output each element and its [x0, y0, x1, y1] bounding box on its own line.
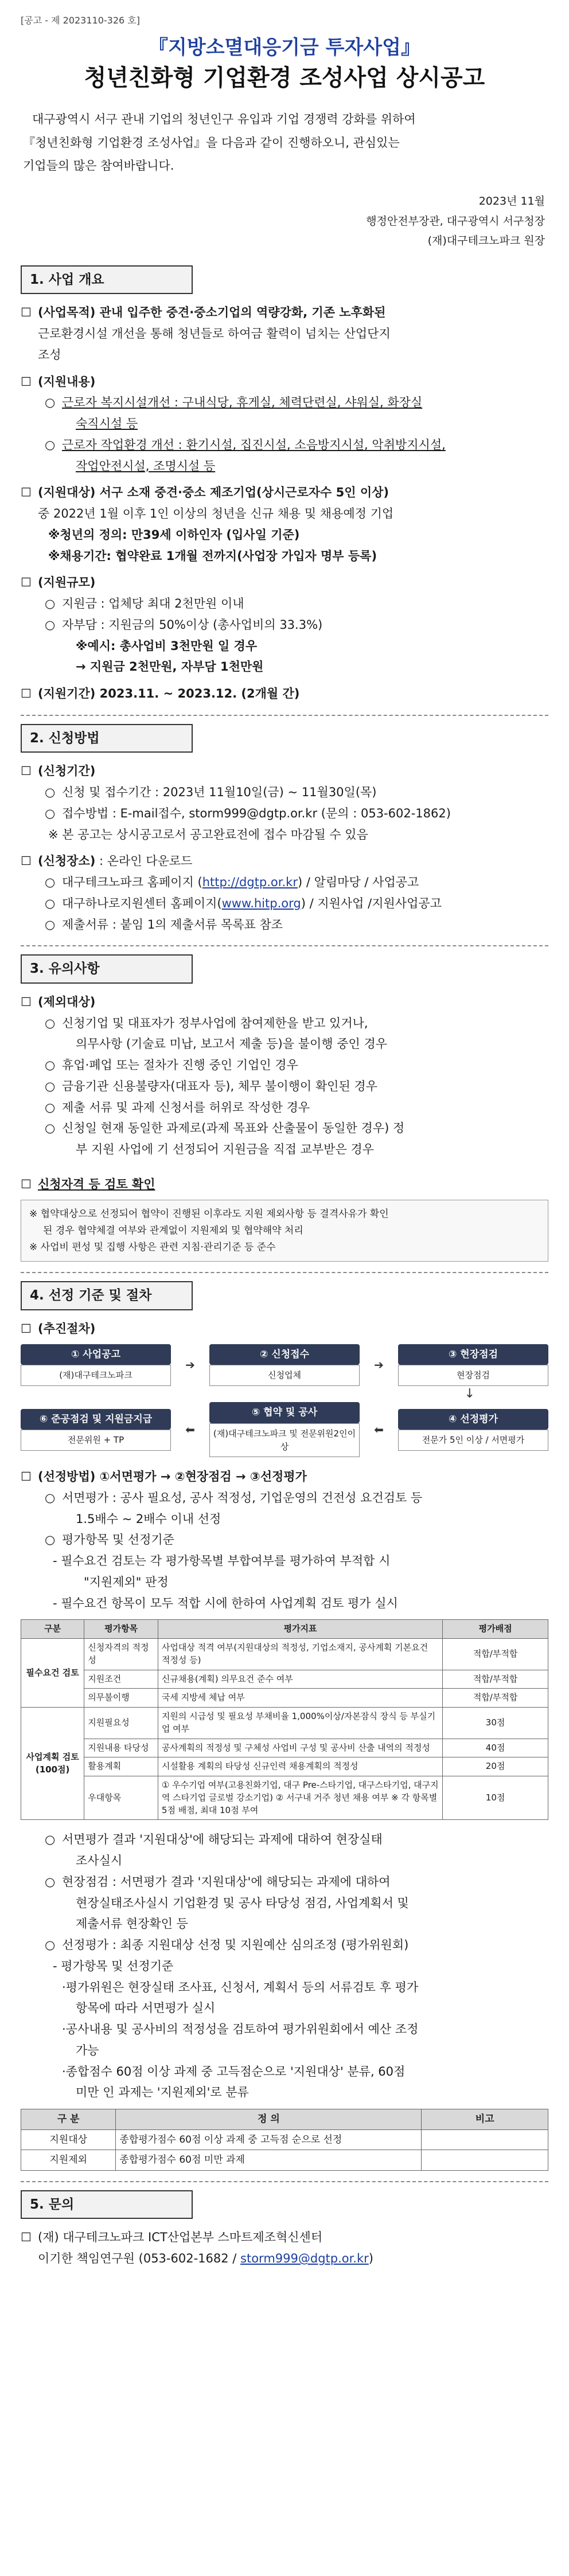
work-line: 작업안전시설, 조명시설 등	[76, 459, 216, 473]
table-row	[21, 1776, 548, 1820]
table-cell: 의무불이행	[84, 1689, 158, 1708]
circle-bullet-icon: ○	[45, 1874, 56, 1889]
table-cell: 지원조건	[84, 1670, 158, 1689]
scale-line: 자부담 : 지원금의 50%이상 (총사업비의 33.3%)	[62, 617, 323, 632]
scale-example: → 지원금 2천만원, 자부담 1천만원	[76, 660, 264, 674]
title-subtitle: 『지방소멸대응기금 투자사업』	[149, 36, 420, 59]
notice-date: 2023년 11월	[478, 195, 545, 208]
notice-number: [공고 - 제 2023110-326 호]	[21, 15, 140, 26]
circle-bullet-icon: ○	[45, 617, 56, 632]
flow-step-body: 신청업체	[209, 1365, 360, 1386]
table-row	[21, 1757, 548, 1776]
arrow-left-icon: ⬅	[185, 1422, 195, 1436]
hitp-homepage-link[interactable]: www.hitp.org	[221, 896, 301, 910]
email-link[interactable]: storm999@dgtp.or.kr	[189, 806, 318, 820]
final-classification-table-wrap	[21, 2109, 548, 2171]
flow-step-body: 전문가 5인 이상 / 서면평가	[398, 1430, 548, 1451]
exclusion-line: 부 지원 사업에 기 선정되어 지원금을 직접 교부받은 경우	[76, 1142, 374, 1157]
evaluation-followup	[21, 1829, 548, 2103]
flow-step	[209, 1402, 360, 1457]
table-cell: 지원의 시급성 및 필요성 부채비율 1,000%이상/자본잠식 장식 등 부실기업 여부	[158, 1708, 442, 1739]
table-cell	[422, 2129, 548, 2150]
flow-row	[21, 1344, 548, 1386]
table-header: 구분	[21, 1620, 84, 1639]
table-row	[21, 2150, 548, 2171]
scale-example: ※예시: 총사업비 3천만원 일 경우	[76, 639, 258, 653]
table-cell: 국세 지방세 체납 여부	[158, 1689, 442, 1708]
application-place: ☐ (신청장소) : 온라인 다운로드 ○ 대구테크노파크 홈페이지 (http://dgtp.or.kr) / 알림마당 / 사업공고 ○ 대구하나로지원센터 홈페이지(www.hitp.org) / 지원사업 /지원사업공고 ○ 제출서류 : 붙임 1의 제출서류 목록표 참조	[21, 851, 548, 935]
purpose-line: 조성	[38, 347, 61, 362]
process-flowchart	[21, 1344, 548, 1457]
table-header: 구 분	[21, 2109, 116, 2130]
table-cell	[422, 2150, 548, 2171]
eligibility-note-box	[21, 1200, 548, 1262]
section-divider	[21, 2181, 548, 2182]
followup-line: 미만 인 과제는 '지원제외'로 분류	[76, 2085, 249, 2100]
checkbox-icon: ☐	[21, 374, 32, 389]
table-row	[21, 1689, 548, 1708]
flow-step-title: ② 신청접수	[209, 1344, 360, 1365]
issuer-block	[21, 191, 548, 250]
followup-line: 가능	[76, 2043, 99, 2057]
checkbox-icon: ☐	[21, 1470, 32, 1484]
eligibility-review	[21, 1174, 548, 1262]
followup-line: 현장실태조사실시 기업환경 및 공사 타당성 점검, 사업계획서 및	[76, 1896, 409, 1910]
followup-line: ·공사내용 및 공사비의 적정성을 검토하여 평가위원회에서 예산 조정	[62, 2022, 419, 2037]
table-cell: 활용계획	[84, 1757, 158, 1776]
selection-line: 서면평가 : 공사 필요성, 공사 적정성, 기업운영의 건전성 요건검토 등	[62, 1490, 423, 1505]
checkbox-icon: ☐	[21, 576, 32, 590]
followup-line: 제출서류 현장확인 등	[76, 1917, 188, 1931]
section-heading-contact: 5. 문의	[21, 2190, 193, 2219]
exclusion-line: 신청기업 및 대표자가 정부사업에 참여제한을 받고 있거나,	[62, 1016, 368, 1030]
flow-step-title: ④ 선정평가	[398, 1409, 548, 1430]
period-line: (지원기간) 2023.11. ~ 2023.12. (2개월 간)	[38, 687, 300, 701]
evaluation-table-wrap	[21, 1619, 548, 1820]
table-cell: 사업대상 적격 여부(지원대상의 적정성, 기업소재지, 공사계획 기본요건 적정성 등)	[158, 1639, 442, 1670]
place-label: (신청장소)	[38, 854, 96, 868]
table-cell: 20점	[443, 1757, 548, 1776]
section-heading-application: 2. 신청방법	[21, 724, 193, 753]
intro-paragraph	[23, 108, 546, 178]
table-cell: ① 우수기업 여부(고용친화기업, 대구 Pre-스타기업, 대구스타기업, 대구지역 스타기업 글로벌 강소기업) ② 서구내 거주 청년 채용 여부 ※ 각 항목별 5점 배점, 최대 10점 부여	[158, 1776, 442, 1820]
table-cell: 공사계획의 적정성 및 구체성 사업비 구성 및 공사비 산출 내역의 적정성	[158, 1739, 442, 1757]
table-header: 정 의	[116, 2109, 422, 2130]
period-label: (신청기간)	[38, 764, 96, 778]
arrow-left-icon: ⬅	[374, 1422, 384, 1436]
table-row	[21, 2129, 548, 2150]
followup-line: 항목에 따라 서면평가 실시	[76, 2001, 216, 2015]
checkbox-icon: ☐	[21, 854, 32, 868]
application-period: ☐ (신청기간) ○ 신청 및 접수기간 : 2023년 11월10일(금) ~ 11월30일(목) ○ 접수방법 : E-mail접수, storm999@dgtp.or.kr (문의 : 053-602-1862) ※ 본 공고는 상시공고로서 공고완료전에 접수 마감될 수 있음	[21, 761, 548, 845]
flow-step	[21, 1344, 171, 1386]
section-heading-selection: 4. 선정 기준 및 절차	[21, 1281, 193, 1310]
process-block	[21, 1318, 548, 1457]
table-header: 평가지표	[158, 1620, 442, 1639]
scale-label: (지원규모)	[38, 576, 96, 590]
selection-method	[21, 1466, 548, 1614]
flow-step-title: ⑤ 협약 및 공사	[209, 1402, 360, 1423]
table-cell: 종합평가점수 60점 미만 과제	[116, 2150, 422, 2171]
process-label: (추진절차)	[38, 1321, 96, 1336]
evaluation-table	[21, 1619, 548, 1820]
circle-bullet-icon: ○	[45, 597, 56, 611]
table-row	[21, 1708, 548, 1739]
scale-line: 지원금 : 업체당 최대 2천만원 이내	[62, 597, 244, 611]
target-note: ※청년의 정의: 만39세 이하인자 (입사일 기준)	[48, 527, 300, 542]
selection-line: 1.5배수 ~ 2배수 이내 선정	[76, 1512, 221, 1526]
selection-line: - 필수요건 검토는 각 평가항목별 부합여부를 평가하여 부적합 시	[53, 1554, 391, 1568]
contact-line: (재) 대구테크노파크 ICT산업본부 스마트제조혁신센터	[38, 2230, 323, 2245]
table-cell: 우대항목	[84, 1776, 158, 1820]
selection-line: - 필수요건 항목이 모두 적합 시에 한하여 사업계획 검토 평가 실시	[53, 1596, 398, 1610]
target-line: (지원대상) 서구 소재 중견·중소 제조기업(상시근로자수 5인 이상)	[38, 486, 389, 500]
flow-step-body: (재)대구테크노파크 및 전문위원2인이상	[209, 1423, 360, 1457]
section-heading-overview: 1. 사업 개요	[21, 265, 193, 295]
overview-scale	[21, 572, 548, 678]
exclusion-line: 금융기관 신용불량자(대표자 등), 체무 불이행이 확인된 경우	[62, 1079, 377, 1093]
table-header: 평가배점	[443, 1620, 548, 1639]
circle-bullet-icon: ○	[45, 1100, 56, 1114]
contact-email-link[interactable]: storm999@dgtp.or.kr	[240, 2252, 369, 2266]
checkbox-icon: ☐	[21, 687, 32, 701]
exclusion-list	[21, 992, 548, 1160]
table-row	[21, 1670, 548, 1689]
checkbox-icon: ☐	[21, 764, 32, 778]
flow-step-title: ③ 현장점검	[398, 1344, 548, 1365]
circle-bullet-icon: ○	[45, 1016, 56, 1030]
flow-step-title: ⑥ 준공점검 및 지원금지급	[21, 1409, 171, 1430]
checkbox-icon: ☐	[21, 2230, 32, 2245]
period-note: ※ 본 공고는 상시공고로서 공고완료전에 접수 마감될 수 있음	[48, 827, 368, 841]
circle-bullet-icon: ○	[45, 917, 56, 931]
table-cell: 30점	[443, 1708, 548, 1739]
table-row	[21, 1639, 548, 1670]
circle-bullet-icon: ○	[45, 1079, 56, 1093]
selection-line: 평가항목 및 선정기준	[62, 1533, 174, 1547]
arrow-down-icon: ↓	[464, 1386, 475, 1401]
content-label: (지원내용)	[38, 374, 96, 389]
checkbox-icon: ☐	[21, 995, 32, 1009]
flow-row	[21, 1402, 548, 1457]
intro-line: 『청년친화형 기업환경 조성사업』을 다음과 같이 진행하오니, 관심있는	[23, 135, 400, 150]
flow-step	[398, 1344, 548, 1386]
section-divider	[21, 945, 548, 946]
section-heading-cautions: 3. 유의사항	[21, 954, 193, 984]
circle-bullet-icon: ○	[45, 896, 56, 910]
overview-content	[21, 371, 548, 477]
table-header: 비고	[422, 2109, 548, 2130]
table-cell: 지원대상	[21, 2129, 116, 2150]
followup-line: 선정평가 : 최종 지원대상 선정 및 지원예산 심의조정 (평가위원회)	[62, 1938, 409, 1952]
purpose-line: (사업목적) 관내 입주한 중견·중소기업의 역량강화, 기존 노후화된	[38, 306, 386, 320]
table-cell: 지원제외	[21, 2150, 116, 2171]
welfare-line: 근로자 복지시설개선 : 구내식당, 휴게실, 체력단련실, 샤워실, 화장실	[62, 396, 423, 410]
table-cell: 10점	[443, 1776, 548, 1820]
flow-step	[398, 1409, 548, 1451]
exclusion-line: 의무사항 (기술료 미납, 보고서 제출 등)을 불이행 중인 경우	[76, 1037, 388, 1051]
table-cell: 적합/부적합	[443, 1689, 548, 1708]
table-cell: 지원내용 타당성	[84, 1739, 158, 1757]
table-cell: 적합/부적합	[443, 1670, 548, 1689]
checkbox-icon: ☐	[21, 1321, 32, 1336]
table-row	[21, 1739, 548, 1757]
overview-period	[21, 683, 548, 704]
table-group-cell: 사업계획 검토 (100점)	[21, 1708, 84, 1820]
circle-bullet-icon: ○	[45, 875, 56, 890]
target-line: 중 2022년 1월 이후 1인 이상의 청년을 신규 채용 및 채용예정 기업	[38, 507, 394, 521]
table-group-cell: 필수요건 검토	[21, 1639, 84, 1708]
period-line: 신청 및 접수기간 : 2023년 11월10일(금) ~ 11월30일(목)	[62, 785, 377, 800]
circle-bullet-icon: ○	[45, 1058, 56, 1072]
circle-bullet-icon: ○	[45, 396, 56, 410]
arrow-right-icon: ➔	[374, 1357, 384, 1372]
circle-bullet-icon: ○	[45, 1533, 56, 1547]
circle-bullet-icon: ○	[45, 1938, 56, 1952]
circle-bullet-icon: ○	[45, 1490, 56, 1505]
table-cell: 40점	[443, 1739, 548, 1757]
selection-line: (선정방법) ①서면평가 → ②현장점검 → ③선정평가	[38, 1470, 307, 1484]
work-line: 근로자 작업환경 개선 : 환기시설, 집진시설, 소음방지시설, 악취방지시설,	[62, 437, 446, 452]
flow-step	[21, 1409, 171, 1451]
intro-line: 대구광역시 서구 관내 기업의 청년인구 유입과 기업 경쟁력 강화를 위하여	[32, 112, 416, 126]
welfare-line: 숙직시설 등	[76, 417, 138, 431]
table-cell: 신청자격의 적정성	[84, 1639, 158, 1670]
exclusion-line: 제출 서류 및 과제 신청서를 허위로 작성한 경우	[62, 1100, 310, 1114]
note-line: 된 경우 협약체결 여부와 관계없이 지원제외 및 협약해약 처리	[43, 1224, 303, 1236]
followup-line: ·종합점수 60점 이상 과제 중 고득점순으로 '지원대상' 분류, 60점	[62, 2064, 406, 2078]
circle-bullet-icon: ○	[45, 1121, 56, 1136]
checkbox-icon: ☐	[21, 306, 32, 320]
issuer-line: (재)대구테크노파크 원장	[427, 234, 545, 247]
table-cell: 종합평가점수 60점 이상 과제 중 고득점 순으로 선정	[116, 2129, 422, 2150]
note-line: ※ 협약대상으로 선정되어 협약이 진행된 이후라도 지원 제외사항 등 결격사유가 확인	[29, 1208, 389, 1220]
table-cell: 적합/부적합	[443, 1639, 548, 1670]
followup-line: 서면평가 결과 '지원대상'에 해당되는 과제에 대하여 현장실태	[62, 1833, 383, 1847]
circle-bullet-icon: ○	[45, 437, 56, 452]
contact-block: ☐ (재) 대구테크노파크 ICT산업본부 스마트제조혁신센터 이기한 책임연구원 (053-602-1682 / storm999@dgtp.or.kr)	[21, 2227, 548, 2269]
checkbox-icon: ☐	[21, 1177, 32, 1191]
flow-step-title: ① 사업공고	[21, 1344, 171, 1365]
exclusion-label: (제외대상)	[38, 995, 96, 1009]
issuer-line: 행정안전부장관, 대구광역시 서구청장	[366, 214, 545, 228]
checkbox-icon: ☐	[21, 486, 32, 500]
note-line: ※ 사업비 편성 및 집행 사항은 관련 지침·관리기준 등 준수	[29, 1241, 276, 1253]
table-cell: 시설활용 계획의 타당성 신규인력 채용계획의 적정성	[158, 1757, 442, 1776]
target-note: ※채용기간: 협약완료 1개월 전까지(사업장 가입자 명부 등록)	[48, 549, 377, 563]
flow-step	[209, 1344, 360, 1386]
flow-step-body: (재)대구테크노파크	[21, 1365, 171, 1386]
followup-line: ·평가위원은 현장실태 조사표, 신청서, 계획서 등의 서류검토 후 평가	[62, 1980, 419, 1994]
page-title: 청년친화형 기업환경 조성사업 상시공고	[84, 64, 485, 91]
purpose-line: 근로환경시설 개선을 통해 청년들로 하여금 활력이 넘치는 산업단지	[38, 327, 391, 341]
flow-step-body: 전문위원 + TP	[21, 1430, 171, 1451]
eligibility-label: 신청자격 등 검토 확인	[38, 1177, 155, 1191]
followup-line: 현장점검 : 서면평가 결과 '지원대상'에 해당되는 과제에 대하여	[62, 1874, 391, 1889]
selection-line: "지원제외" 판정	[84, 1575, 169, 1589]
overview-purpose	[21, 302, 548, 365]
exclusion-line: 휴업·폐업 또는 절차가 진행 중인 기업인 경우	[62, 1058, 298, 1072]
table-cell: 신규채용(계획) 의무요건 준수 여부	[158, 1670, 442, 1689]
final-classification-table	[21, 2109, 548, 2171]
flow-step-body: 현장점검	[398, 1365, 548, 1386]
section-divider	[21, 715, 548, 716]
intro-line: 기업들의 많은 참여바랍니다.	[23, 159, 174, 173]
documents-line: 제출서류 : 붙임 1의 제출서류 목록표 참조	[62, 917, 283, 931]
exclusion-line: 신청일 현재 동일한 과제로(과제 목표와 산출물이 동일한 경우) 정	[62, 1121, 405, 1136]
table-cell: 지원필요성	[84, 1708, 158, 1739]
circle-bullet-icon: ○	[45, 1833, 56, 1847]
table-header: 평가항목	[84, 1620, 158, 1639]
overview-target	[21, 482, 548, 566]
circle-bullet-icon: ○	[45, 806, 56, 820]
section-divider	[21, 1272, 548, 1273]
followup-line: 조사실시	[76, 1854, 123, 1868]
arrow-right-icon: ➔	[185, 1357, 195, 1372]
followup-line: - 평가항목 및 선정기준	[53, 1959, 174, 1973]
dgtp-homepage-link[interactable]: http://dgtp.or.kr	[202, 875, 298, 890]
circle-bullet-icon: ○	[45, 785, 56, 800]
